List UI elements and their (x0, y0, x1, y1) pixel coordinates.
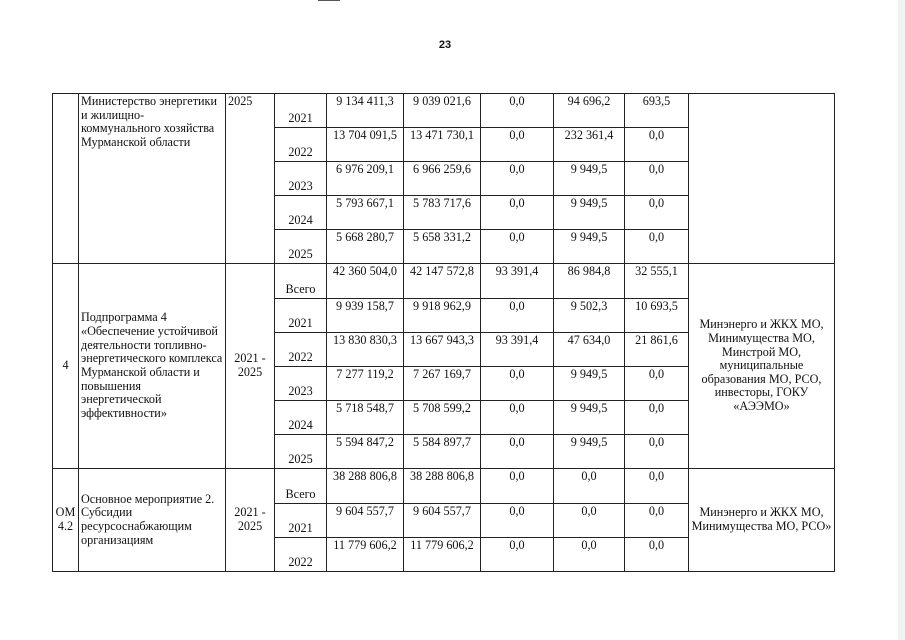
amount-cell: 5 658 331,2 (404, 230, 481, 264)
amount-cell: 11 779 606,2 (404, 538, 481, 572)
amount-cell: 6 966 259,6 (404, 162, 481, 196)
year-cell: Всего (275, 264, 327, 299)
amount-cell: 0,0 (481, 230, 554, 264)
amount-cell: 0,0 (481, 401, 554, 435)
table-body (53, 94, 835, 572)
amount-cell: 93 391,4 (481, 264, 554, 299)
amount-cell: 5 793 667,1 (327, 196, 404, 230)
amount-cell: 0,0 (625, 128, 689, 162)
amount-cell: 0,0 (625, 435, 689, 469)
amount-cell: 11 779 606,2 (327, 538, 404, 572)
executors (689, 94, 835, 264)
period: 2021 - 2025 (226, 264, 275, 469)
amount-cell: 0,0 (625, 469, 689, 504)
year-cell: 2024 (275, 401, 327, 435)
executors: Минэнерго и ЖКХ МО, Минимущества МО, РСО» (689, 469, 835, 572)
row-number: ОМ 4.2 (53, 469, 79, 572)
year-cell: 2023 (275, 367, 327, 401)
amount-cell: 9 918 962,9 (404, 299, 481, 333)
year-cell: 2025 (275, 230, 327, 264)
amount-cell: 9 949,5 (554, 435, 625, 469)
amount-cell: 9 939 158,7 (327, 299, 404, 333)
amount-cell: 0,0 (625, 504, 689, 538)
amount-cell: 0,0 (481, 504, 554, 538)
table-row (53, 264, 835, 299)
amount-cell: 0,0 (481, 196, 554, 230)
amount-cell: 42 360 504,0 (327, 264, 404, 299)
amount-cell: 232 361,4 (554, 128, 625, 162)
amount-cell: 9 134 411,3 (327, 94, 404, 128)
amount-cell: 0,0 (625, 162, 689, 196)
amount-cell: 0,0 (625, 367, 689, 401)
amount-cell: 9 604 557,7 (404, 504, 481, 538)
amount-cell: 5 594 847,2 (327, 435, 404, 469)
period: 2021 - 2025 (226, 469, 275, 572)
year-cell: Всего (275, 469, 327, 504)
amount-cell: 5 668 280,7 (327, 230, 404, 264)
amount-cell: 5 708 599,2 (404, 401, 481, 435)
year-cell: 2023 (275, 162, 327, 196)
row-number (53, 94, 79, 264)
amount-cell: 10 693,5 (625, 299, 689, 333)
year-cell: 2021 (275, 504, 327, 538)
amount-cell: 7 277 119,2 (327, 367, 404, 401)
program-name: Министерство энергетики и жилищно-коммунального хозяйства Мурманской области (79, 94, 226, 264)
amount-cell: 9 949,5 (554, 367, 625, 401)
amount-cell: 38 288 806,8 (404, 469, 481, 504)
amount-cell: 9 949,5 (554, 162, 625, 196)
amount-cell: 5 718 548,7 (327, 401, 404, 435)
amount-cell: 0,0 (481, 162, 554, 196)
amount-cell: 93 391,4 (481, 333, 554, 367)
period: 2025 (226, 94, 275, 264)
amount-cell: 0,0 (554, 504, 625, 538)
amount-cell: 0,0 (625, 196, 689, 230)
amount-cell: 21 861,6 (625, 333, 689, 367)
amount-cell: 0,0 (554, 538, 625, 572)
amount-cell: 0,0 (481, 128, 554, 162)
page-number: 23 (438, 39, 452, 51)
year-cell: 2024 (275, 196, 327, 230)
amount-cell: 6 976 209,1 (327, 162, 404, 196)
amount-cell: 86 984,8 (554, 264, 625, 299)
table-row (53, 94, 835, 128)
amount-cell: 0,0 (481, 469, 554, 504)
amount-cell: 0,0 (625, 401, 689, 435)
amount-cell: 0,0 (481, 94, 554, 128)
amount-cell: 0,0 (481, 299, 554, 333)
amount-cell: 94 696,2 (554, 94, 625, 128)
amount-cell: 9 502,3 (554, 299, 625, 333)
year-cell: 2021 (275, 299, 327, 333)
row-number: 4 (53, 264, 79, 469)
amount-cell: 13 704 091,5 (327, 128, 404, 162)
amount-cell: 13 830 830,3 (327, 333, 404, 367)
year-cell: 2022 (275, 333, 327, 367)
executors: Минэнерго и ЖКХ МО, Минимущества МО, Минстрой МО, муниципальные образования МО, РСО, инвесторы, ГОКУ «АЭЭМО» (689, 264, 835, 469)
table-row (53, 469, 835, 504)
amount-cell: 5 783 717,6 (404, 196, 481, 230)
budget-table (52, 93, 835, 572)
scan-mark (318, 0, 340, 1)
year-cell: 2021 (275, 94, 327, 128)
amount-cell: 42 147 572,8 (404, 264, 481, 299)
year-cell: 2022 (275, 128, 327, 162)
amount-cell: 38 288 806,8 (327, 469, 404, 504)
amount-cell: 47 634,0 (554, 333, 625, 367)
amount-cell: 9 039 021,6 (404, 94, 481, 128)
amount-cell: 0,0 (625, 538, 689, 572)
amount-cell: 5 584 897,7 (404, 435, 481, 469)
amount-cell: 0,0 (481, 367, 554, 401)
amount-cell: 9 949,5 (554, 196, 625, 230)
amount-cell: 7 267 169,7 (404, 367, 481, 401)
year-cell: 2025 (275, 435, 327, 469)
amount-cell: 32 555,1 (625, 264, 689, 299)
amount-cell: 9 604 557,7 (327, 504, 404, 538)
amount-cell: 13 667 943,3 (404, 333, 481, 367)
program-name: Подпрограмма 4 «Обеспечение устойчивой деятельности топливно-энергетического комплекса Мурманской области и повышения энергетической эффективности» (79, 264, 226, 469)
page-edge (898, 0, 905, 640)
amount-cell: 0,0 (481, 538, 554, 572)
amount-cell: 9 949,5 (554, 230, 625, 264)
program-name: Основное мероприятие 2. Субсидии ресурсоснабжающим организациям (79, 469, 226, 572)
amount-cell: 13 471 730,1 (404, 128, 481, 162)
amount-cell: 0,0 (554, 469, 625, 504)
amount-cell: 0,0 (481, 435, 554, 469)
amount-cell: 0,0 (625, 230, 689, 264)
amount-cell: 693,5 (625, 94, 689, 128)
amount-cell: 9 949,5 (554, 401, 625, 435)
year-cell: 2022 (275, 538, 327, 572)
